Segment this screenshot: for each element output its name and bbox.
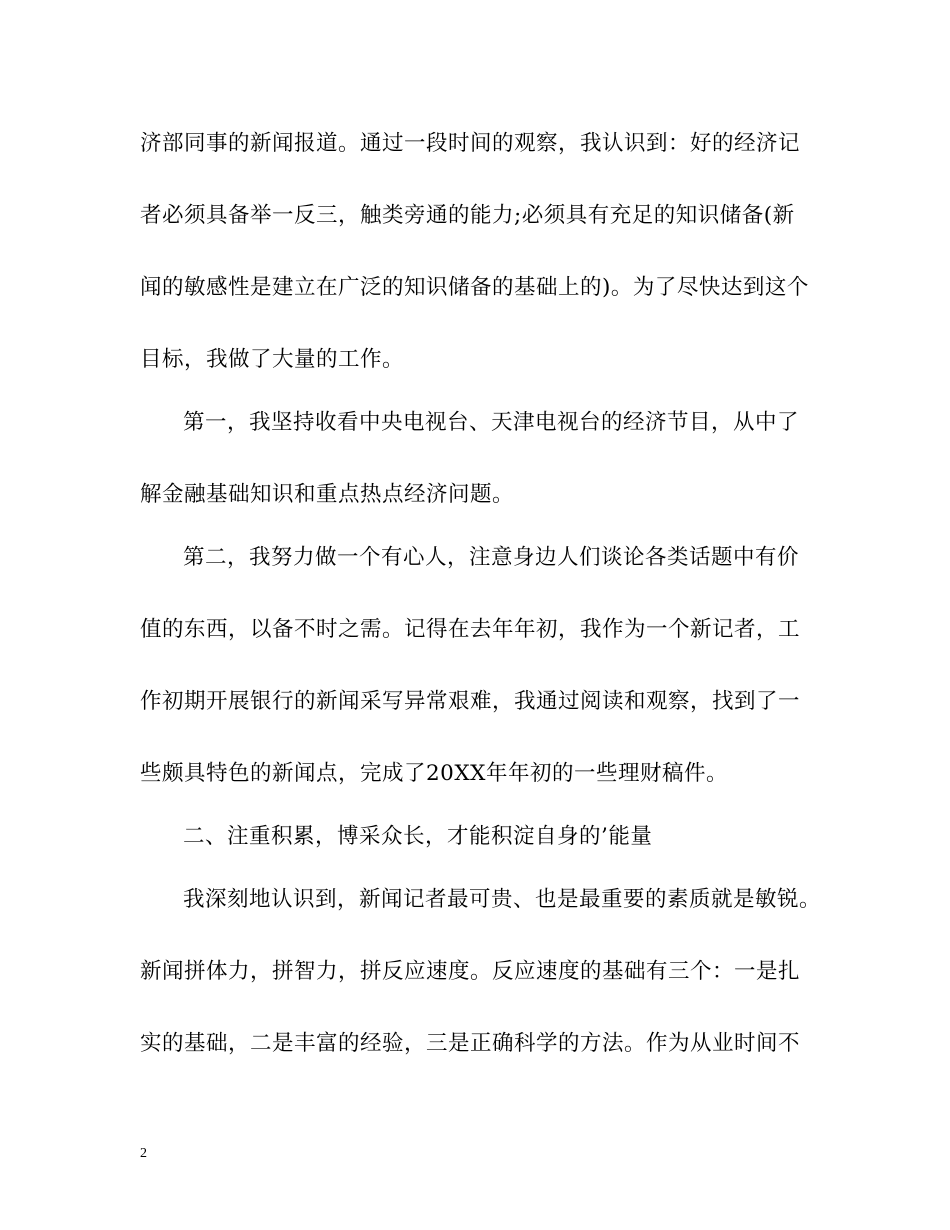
body-line-3: 闻的敏感性是建立在广泛的知识储备的基础上的)。为了尽快达到这个 bbox=[140, 275, 809, 300]
body-line-5: 第一，我坚持收看中央电视台、天津电视台的经济节目，从中了 bbox=[183, 410, 800, 435]
body-line-6: 解金融基础知识和重点热点经济问题。 bbox=[140, 482, 515, 507]
body-line-10: 些颇具特色的新闻点，完成了20XX年年初的一些理财稿件。 bbox=[140, 761, 728, 786]
body-line-2: 者必须具备举一反三，触类旁通的能力;必须具有充足的知识储备(新 bbox=[140, 203, 795, 228]
body-line-9: 作初期开展银行的新闻采写异常艰难，我通过阅读和观察，找到了一 bbox=[140, 689, 801, 714]
body-line-14: 实的基础，二是丰富的经验，三是正确科学的方法。作为从业时间不 bbox=[140, 1031, 801, 1056]
body-line-12: 我深刻地认识到，新闻记者最可贵、也是最重要的素质就是敏锐。 bbox=[183, 887, 822, 912]
body-line-4: 目标，我做了大量的工作。 bbox=[140, 347, 405, 372]
section-heading: 二、注重积累，博采众长，才能积淀自身的’能量 bbox=[183, 824, 653, 849]
body-line-1: 济部同事的新闻报道。通过一段时间的观察，我认识到：好的经济记 bbox=[140, 131, 801, 156]
body-line-7: 第二，我努力做一个有心人，注意身边人们谈论各类话题中有价 bbox=[183, 545, 800, 570]
body-line-13: 新闻拼体力，拼智力，拼反应速度。反应速度的基础有三个：一是扎 bbox=[140, 959, 801, 984]
body-line-8: 值的东西，以备不时之需。记得在去年年初，我作为一个新记者，工 bbox=[140, 617, 801, 642]
page-number: 2 bbox=[140, 1146, 147, 1161]
